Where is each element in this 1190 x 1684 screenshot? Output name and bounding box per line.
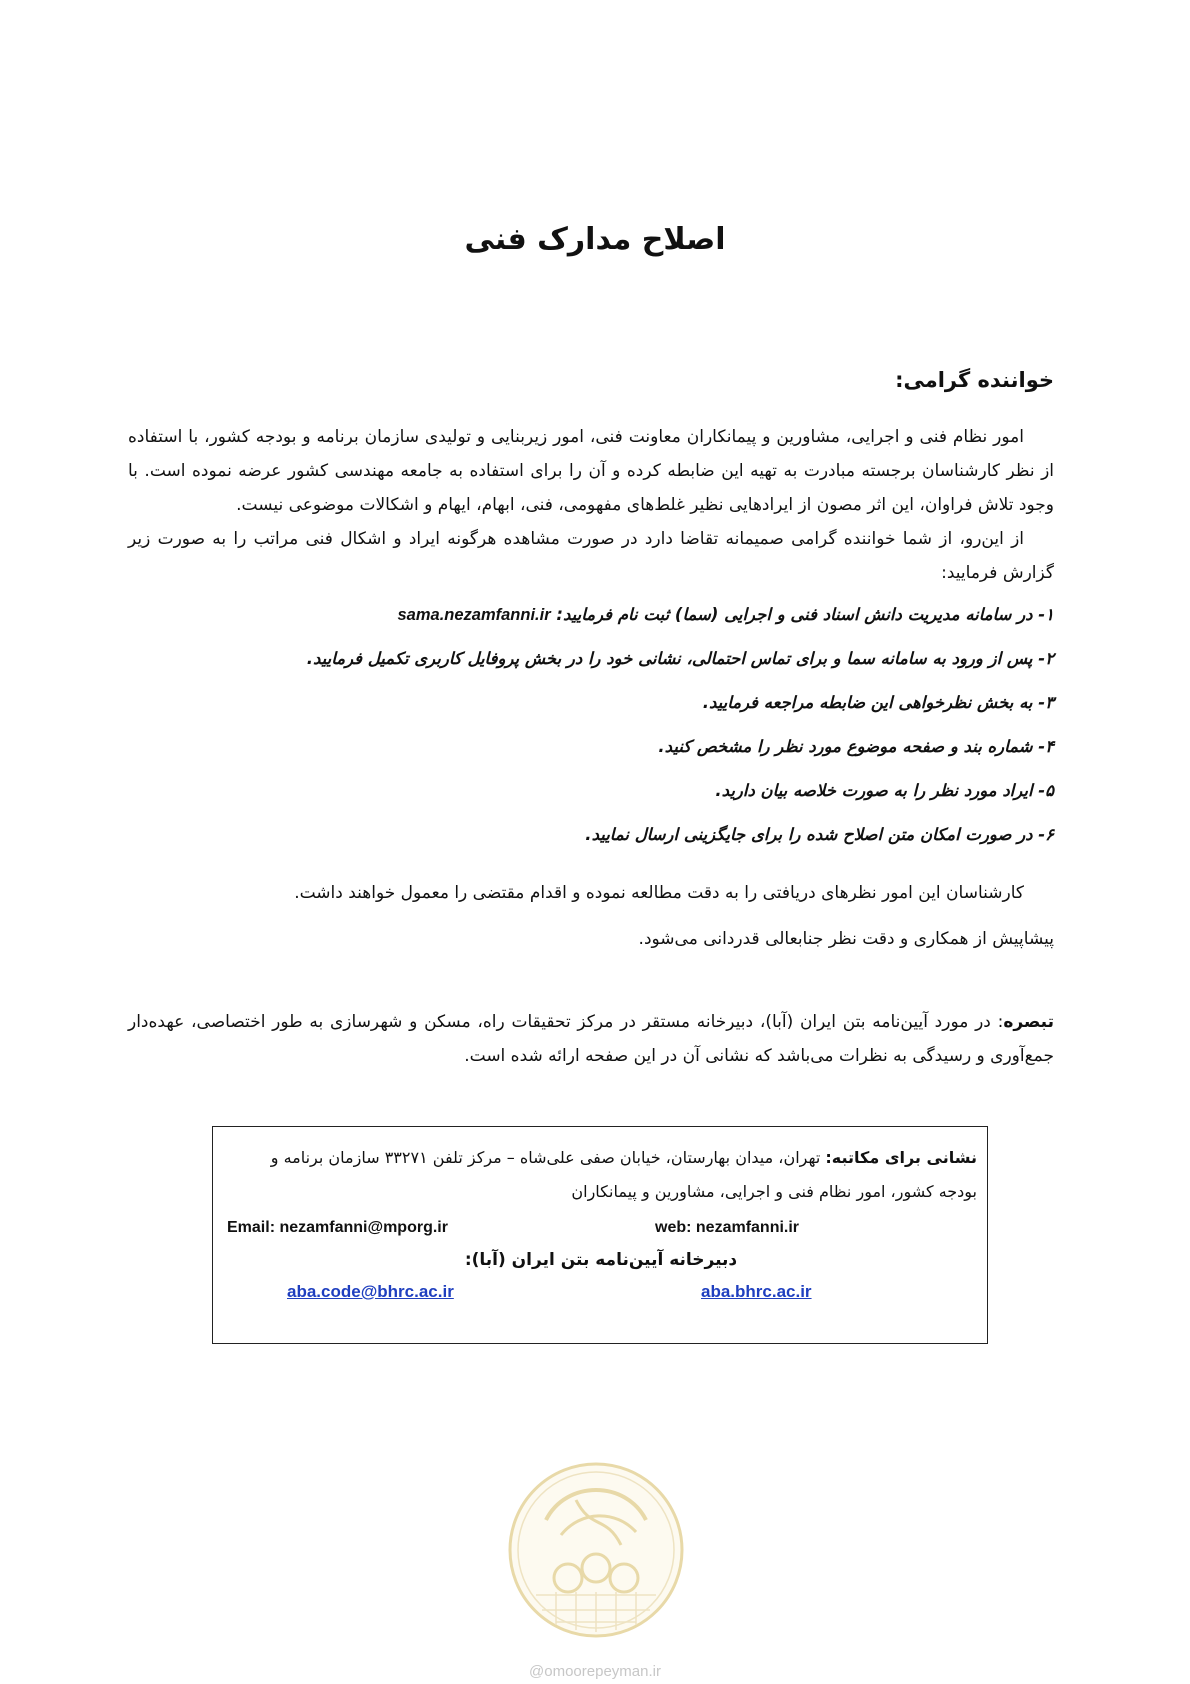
step-text: ۳- به بخش نظرخواهی این ضابطه مراجعه فرمایید. <box>702 693 1054 712</box>
closing-paragraph-1: کارشناسان این امور نظرهای دریافتی را به دقت مطالعه نموده و اقدام مقتضی را معمول خواهند داشت. <box>294 883 1024 903</box>
step-item-3 <box>128 686 1054 730</box>
secretariat-email-link[interactable]: aba.code@bhrc.ac.ir <box>287 1282 454 1301</box>
intro-paragraph-2: از این‌رو، از شما خواننده گرامی صمیمانه تقاضا دارد در صورت مشاهده هرگونه ایراد و اشکال فنی مراتب را به صورت زیر گزارش فرمایید: <box>128 529 1054 583</box>
watermark-text: @omoorepeyman.ir <box>529 1663 661 1680</box>
reporting-steps-list <box>128 598 1054 862</box>
step-item-4 <box>128 730 1054 774</box>
step-item-5 <box>128 774 1054 818</box>
step-item-6 <box>128 818 1054 862</box>
closing-paragraph-2: پیشاپیش از همکاری و دقت نظر جنابعالی قدردانی می‌شود. <box>638 929 1054 949</box>
intro-section <box>128 420 1054 590</box>
note-paragraph <box>128 1005 1054 1073</box>
step-item-1 <box>128 598 1054 642</box>
contact-web[interactable]: web: nezamfanni.ir <box>655 1219 800 1236</box>
page-title: اصلاح مدارک فنی <box>464 222 726 257</box>
note-text: : در مورد آیین‌نامه بتن ایران (آبا)، دبیرخانه مستقر در مرکز تحقیقات راه، مسکن و شهرسازی به طور اختصاصی، عهده‌دار جمع‌آوری و رسیدگی به نظرات می‌باشد که نشانی آن در این صفحه ارائه شده است. <box>128 1012 1054 1066</box>
contact-email[interactable]: Email: nezamfanni@mporg.ir <box>227 1219 448 1236</box>
closing-section <box>128 870 1054 962</box>
step-text: ۶- در صورت امکان متن اصلاح شده را برای جایگزینی ارسال نمایید. <box>585 825 1054 844</box>
step-text: ۲- پس از ورود به سامانه سما و برای تماس احتمالی، نشانی خود را در بخش پروفایل کاربری تکمیل فرمایید. <box>306 649 1054 668</box>
step-text: ۵- ایراد مورد نظر را به صورت خلاصه بیان دارید. <box>715 781 1054 800</box>
address-text: تهران، میدان بهارستان، خیابان صفی علی‌شاه – مرکز تلفن ۳۳۲۷۱ سازمان برنامه و بودجه کشور، امور نظام فنی و اجرایی، مشاورین و پیمانکاران <box>270 1148 977 1201</box>
contact-address <box>237 1141 977 1209</box>
address-label: نشانی برای مکاتبه: <box>825 1148 977 1167</box>
greeting-heading: خواننده گرامی: <box>895 368 1054 392</box>
omoor-peyman-seal-icon <box>506 1460 686 1640</box>
step-url: sama.nezamfanni.ir <box>397 606 551 624</box>
note-label: تبصره <box>1003 1012 1054 1032</box>
step-text: ۴- شماره بند و صفحه موضوع مورد نظر را مشخص کنید. <box>658 737 1054 756</box>
step-item-2 <box>128 642 1054 686</box>
intro-paragraph-1: امور نظام فنی و اجرایی، مشاورین و پیمانکاران معاونت فنی، امور زیربنایی و تولیدی سازمان برنامه و بودجه کشور، با استفاده از نظر کارشناسان برجسته مبادرت به تهیه این ضابطه کرده و آن را برای استفاده به جامعه مهندسی کشور عرضه نموده است. با وجود تلاش فراوان، این اثر مصون از ایرادهایی نظیر غلط‌های مفهومی، فنی، ابهام، ایهام و اشکالات موضوعی نیست. <box>128 427 1054 515</box>
step-text: ۱- در سامانه مدیریت دانش اسناد فنی و اجرایی (سما) ثبت نام فرمایید: <box>550 605 1054 624</box>
secretariat-heading: دبیرخانه آیین‌نامه بتن ایران (آبا): <box>464 1250 738 1270</box>
secretariat-web-link[interactable]: aba.bhrc.ac.ir <box>701 1282 812 1301</box>
contact-box <box>212 1126 988 1344</box>
